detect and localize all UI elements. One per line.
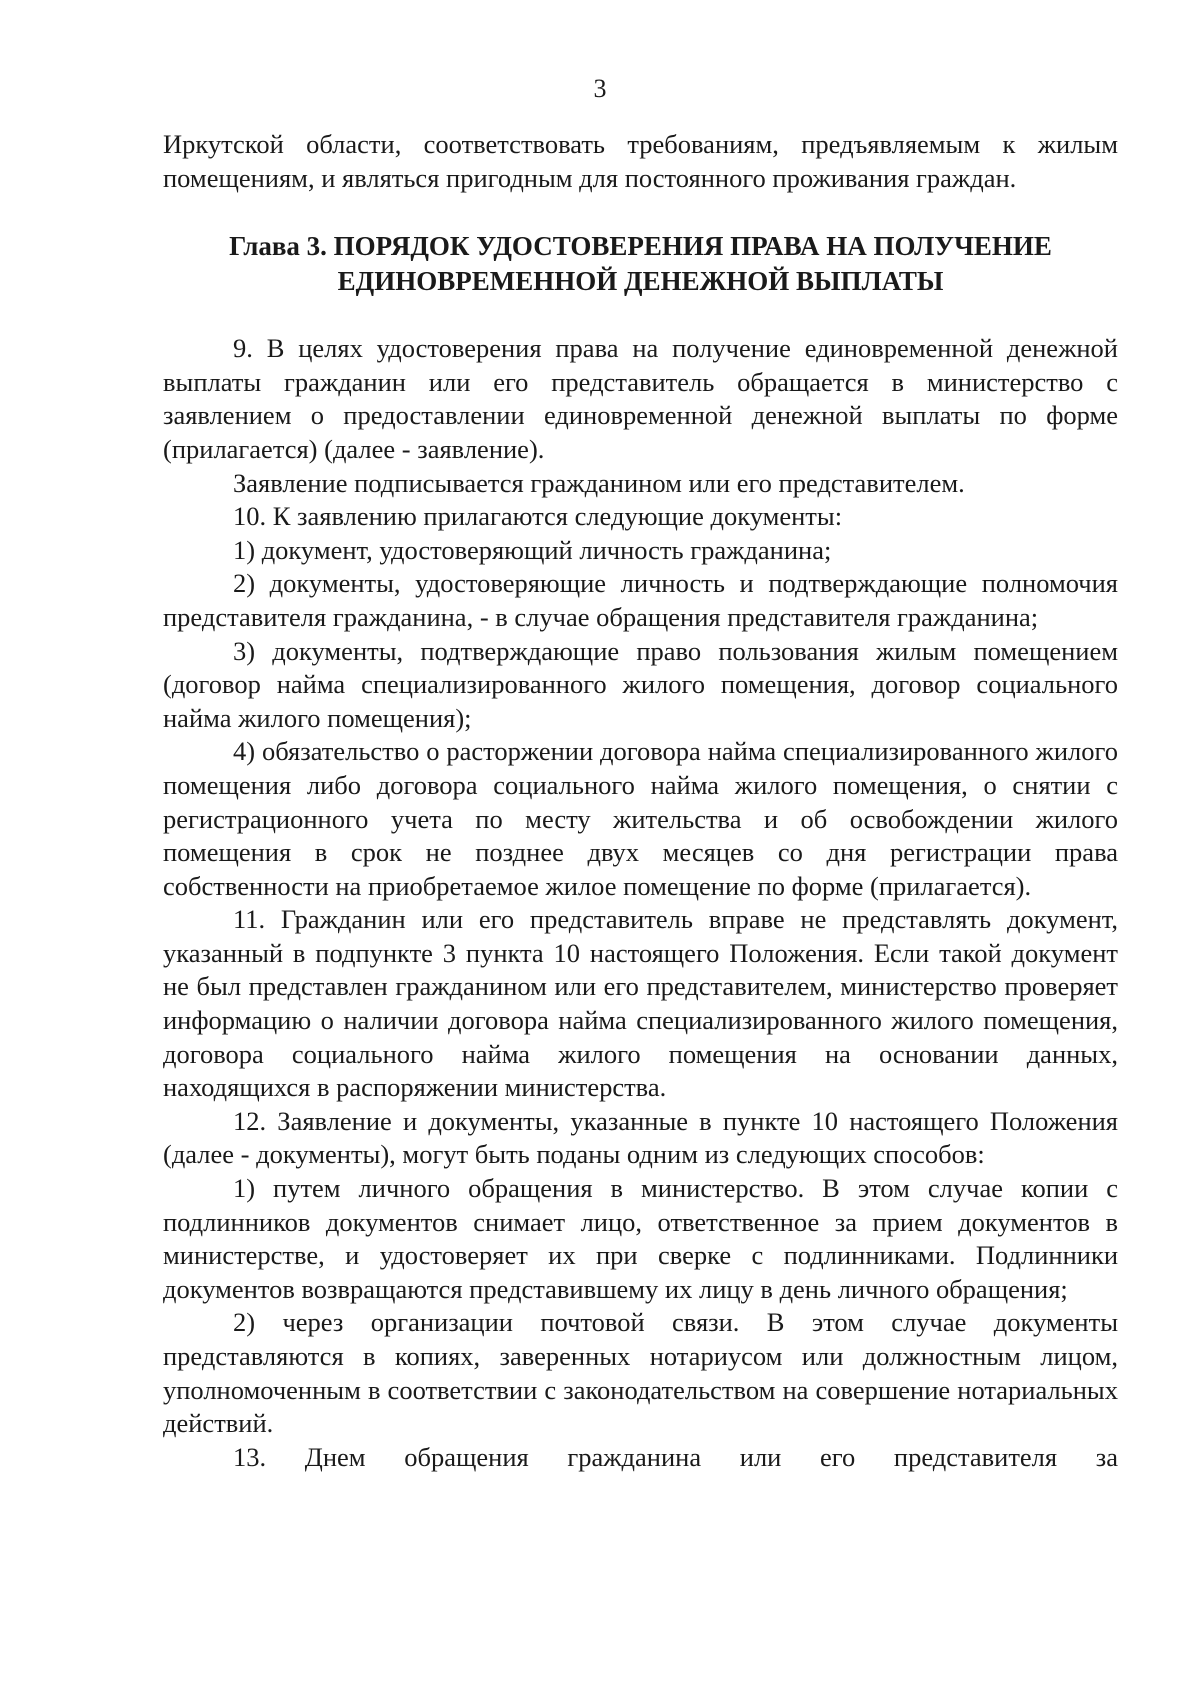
- paragraph-9-signature: Заявление подписывается гражданином или его представителем.: [233, 467, 965, 498]
- intro-paragraph: Иркутской области, соответствовать требованиям, предъявляемым к жилым помещениям, и являться пригодным для постоянного проживания граждан.: [163, 129, 1118, 193]
- chapter-heading-line-1: Глава 3. ПОРЯДОК УДОСТОВЕРЕНИЯ ПРАВА НА ПОЛУЧЕНИЕ: [229, 231, 1052, 262]
- paragraph-12-item-2: 2) через организации почтовой связи. В этом случае документы представляются в копиях, заверенных нотариусом или должностным лицом, уполномоченным в соответствии с законодательством на совершение нотариальных действий.: [163, 1307, 1118, 1439]
- chapter-heading-line-2: ЕДИНОВРЕМЕННОЙ ДЕНЕЖНОЙ ВЫПЛАТЫ: [337, 266, 944, 297]
- paragraph-11: 11. Гражданин или его представитель вправе не представлять документ, указанный в подпункте 3 пункта 10 настоящего Положения. Если такой документ не был представлен гражданином или его представителем, министерство проверяет информацию о наличии договора найма специализированного жилого помещения, договора социального найма жилого помещения на основании данных, находящихся в распоряжении министерства.: [163, 904, 1118, 1103]
- paragraph-10: 10. К заявлению прилагаются следующие документы:: [233, 501, 843, 532]
- paragraph-10-item-1: 1) документ, удостоверяющий личность гражданина;: [233, 534, 832, 565]
- scan-speck: [134, 1668, 142, 1671]
- paragraph-12-item-1: 1) путем личного обращения в министерство. В этом случае копии с подлинников документов снимает лицо, ответственное за прием документов в министерстве, и удостоверяет их при сверке с подлинниками. Подлинники документов возвращаются представившему их лицу в день личного обращения;: [163, 1173, 1118, 1304]
- page-number: 3: [593, 74, 607, 103]
- paragraph-10-item-2: 2) документы, удостоверяющие личность и подтверждающие полномочия представителя гражданина, - в случае обращения представителя гражданина;: [163, 568, 1118, 632]
- paragraph-12: 12. Заявление и документы, указанные в пункте 10 настоящего Положения (далее - документы), могут быть поданы одним из следующих способов:: [163, 1105, 1118, 1170]
- paragraph-10-item-4: 4) обязательство о расторжении договора найма специализированного жилого помещения либо договора социального найма жилого помещения, о снятии с регистрационного учета по месту жительства и об освобождении жилого помещения в срок не позднее двух месяцев со дня регистрации права собственности на приобретаемое жилое помещение по форме (прилагается).: [163, 736, 1118, 901]
- paragraph-10-item-3: 3) документы, подтверждающие право пользования жилым помещением (договор найма специализированного жилого помещения, договор социального найма жилого помещения);: [163, 635, 1118, 733]
- paragraph-13: 13. Днем обращения гражданина или его представителя за: [233, 1441, 1118, 1472]
- paragraph-9: 9. В целях удостоверения права на получение единовременной денежной выплаты гражданин или его представитель обращается в министерство с заявлением о предоставлении единовременной денежной выплаты по форме (прилагается) (далее - заявление).: [163, 333, 1118, 464]
- chapter-heading: [163, 229, 1118, 299]
- document-body: [163, 128, 1118, 1474]
